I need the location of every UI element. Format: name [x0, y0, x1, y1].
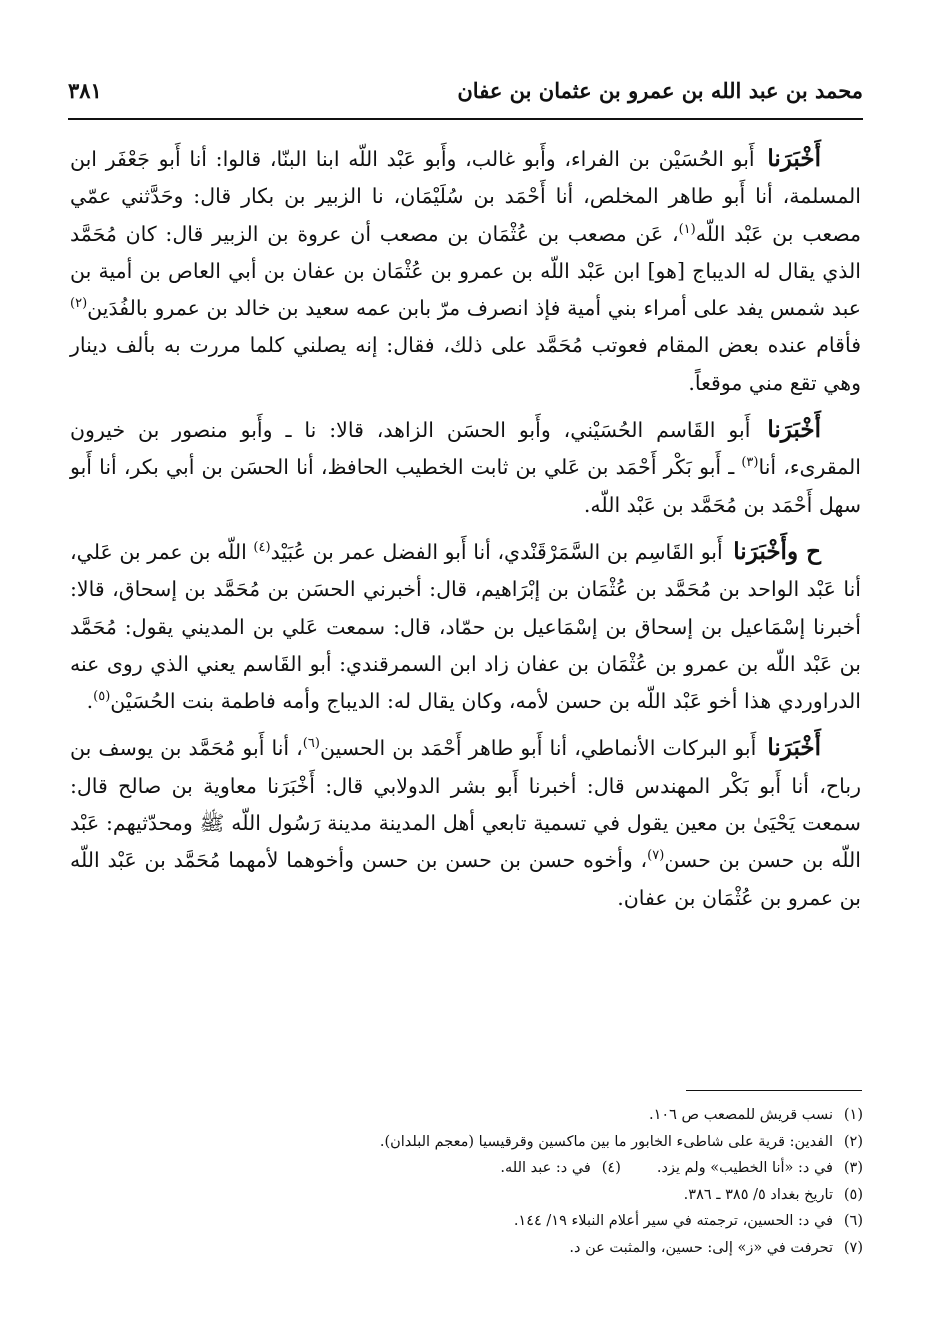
running-header	[68, 76, 863, 112]
paragraph-text: .	[86, 689, 94, 714]
paragraph-3	[70, 533, 861, 720]
paragraph-text: فأقام عنده بعض المقام فعوتب مُحَمَّد على ذلك، فقال: إنه يصلني كلما مررت به بألف دينار وهي تقع مني موقعاً.	[70, 333, 861, 395]
footnote-number: (٦)	[843, 1213, 863, 1230]
page-number: ٣٨١	[68, 78, 102, 103]
footnote-ref: (٦)	[302, 736, 320, 752]
paragraph-lead: أَخْبَرَنا	[767, 145, 821, 172]
paragraph-1	[70, 140, 861, 402]
paragraph-text: أَبو البركات الأنماطي، أنا أَبو طاهر أَحْمَد بن الحسين	[319, 736, 757, 761]
footnotes	[150, 1102, 863, 1262]
header-title: محمد بن عبد الله بن عمرو بن عثمان بن عفان	[457, 78, 863, 103]
footnote-ref: (٣)	[741, 455, 759, 471]
main-text	[70, 140, 861, 926]
paragraph-4	[70, 729, 861, 916]
footnote-ref: (٢)	[70, 296, 88, 312]
paragraph-text: ، وأخوه حسن بن حسن بن حسن وأخوهما لأمهما مُحَمَّد بن عَبْد اللّه بن عمرو بن عُثْمَان بن عفان.	[70, 848, 861, 910]
footnote-ref: (٥)	[93, 689, 111, 705]
footnote-number: (١)	[843, 1107, 863, 1123]
footnote-number: (٥)	[843, 1186, 863, 1203]
footnote-ref: (١)	[678, 221, 696, 237]
footnote-number: (٤)	[601, 1160, 621, 1177]
footnote-text: الفدين: قرية على شاطىء الخابور ما بين ماكسين وقرقيسيا (معجم البلدان).	[379, 1133, 833, 1150]
footnote-text: نسب قريش للمصعب ص ١٠٦.	[648, 1107, 833, 1123]
footnote-5	[150, 1182, 863, 1209]
paragraph-text: ـ أَبو بَكْر أَحْمَد بن عَلي بن ثابت الخطيب الحافظ، أنا الحسَن بن أبي بكر، أنا أَبو سهل أَحْمَد بن مُحَمَّد بن عَبْد اللّه.	[70, 455, 861, 517]
header-rule	[68, 118, 863, 120]
paragraph-text: أَبو القَاسِم بن السَّمَرْقَنْدي، أنا أَبو الفضل عمر بن عُبَيْد	[270, 539, 723, 564]
paragraph-2	[70, 411, 861, 524]
footnote-3	[150, 1155, 863, 1182]
footnote-text: في د: «أنا الخطيب» ولم يزد.	[656, 1160, 833, 1177]
footnote-rule	[686, 1090, 862, 1091]
footnote-ref: (٤)	[253, 540, 271, 556]
paragraph-text: اللّه بن عمر بن عَلي، أنا عَبْد الواحد بن مُحَمَّد بن عُثْمَان بن إبْرَاهيم، قال: أخبرني الحسَن بن مُحَمَّد بن إسحاق، قالا: أخبرنا إسْمَاعيل بن إسحاق بن إسْمَاعيل بن حمّاد، قال: سمعت عَلي بن المديني يقول: مُحَمَّد بن عَبْد اللّه بن عمرو بن عُثْمَان بن عفان زاد ابن السمرقندي: أبو القَاسم يعني الذي روى عنه الدراوردي هذا أخو عَبْد اللّه بن حسن لأمه، وكان يقال له: الديباج وأمه فاطمة بنت الحُسَيْن	[70, 539, 861, 714]
footnote-number: (٢)	[843, 1133, 863, 1150]
paragraph-lead: ح وأَخْبَرَنا	[733, 537, 821, 565]
paragraph-text: أَبو الحُسَيْن بن الفراء، وأَبو غالب، وأَبو عَبْد اللّه ابنا البنّا، قالوا: أنا أَبو جَعْفَر ابن المسلمة، أنا أَبو طاهر المخلص، أنا أَحْمَد بن سُلَيْمَان، نا الزبير بن بكار قال: وحَدَّثني عمّي مصعب بن عَبْد اللّه	[70, 147, 861, 246]
footnote-1	[150, 1102, 863, 1129]
footnote-text: تاريخ بغداد ٥/ ٣٨٥ ـ ٣٨٦.	[683, 1186, 833, 1203]
paragraph-lead: أَخْبَرَنا	[767, 416, 821, 444]
paragraph-text: ، أنا أَبو مُحَمَّد بن يوسف بن رباح، أنا أَبو بَكْر المهندس قال: أخبرنا أَبو بشر الدولابي قال: أَخْبَرَنا معاوية بن صالح قال: سمعت يَحْيَىٰ بن معين يقول في تسمية تابعي أهل المدينة مدينة رَسُول اللّه ﷺ ومحدّثيهم: عَبْد اللّه بن حسن بن حسن	[70, 736, 861, 873]
footnote-text: في د: عبد الله.	[500, 1160, 591, 1177]
footnote-6	[150, 1208, 863, 1235]
footnote-text: في د: الحسين، ترجمته في سير أعلام النبلاء ١٩/ ١٤٤.	[513, 1213, 833, 1230]
paragraph-lead: أَخْبَرَنا	[767, 734, 821, 762]
footnote-2	[150, 1129, 863, 1156]
paragraph-text: ، عَن مصعب بن عُثْمَان بن مصعب أن عروة بن الزبير قال: كان مُحَمَّد الذي يقال له الديباج [هو] ابن عَبْد اللّه بن عمرو بن عُثْمَان بن عفان بن أبي العاص بن أمية بن عبد شمس يفد على أمراء بني أمية فإذ انصرف مرّ بابن عمه سعيد بن خالد بن عمرو بالفُدَين	[70, 221, 861, 321]
footnote-ref: (٧)	[647, 848, 665, 864]
footnote-text: تحرفت في «ز» إلى: حسين، والمثبت عن د.	[569, 1239, 833, 1256]
paragraph-text: أَبو القَاسم الحُسَيْني، وأَبو الحسَن الزاهد، قالا: نا ـ وأَبو منصور بن خيرون المقرىء، أنا	[70, 418, 861, 480]
footnote-7	[150, 1235, 863, 1262]
footnote-number: (٣)	[843, 1160, 863, 1177]
footnote-number: (٧)	[843, 1239, 863, 1256]
